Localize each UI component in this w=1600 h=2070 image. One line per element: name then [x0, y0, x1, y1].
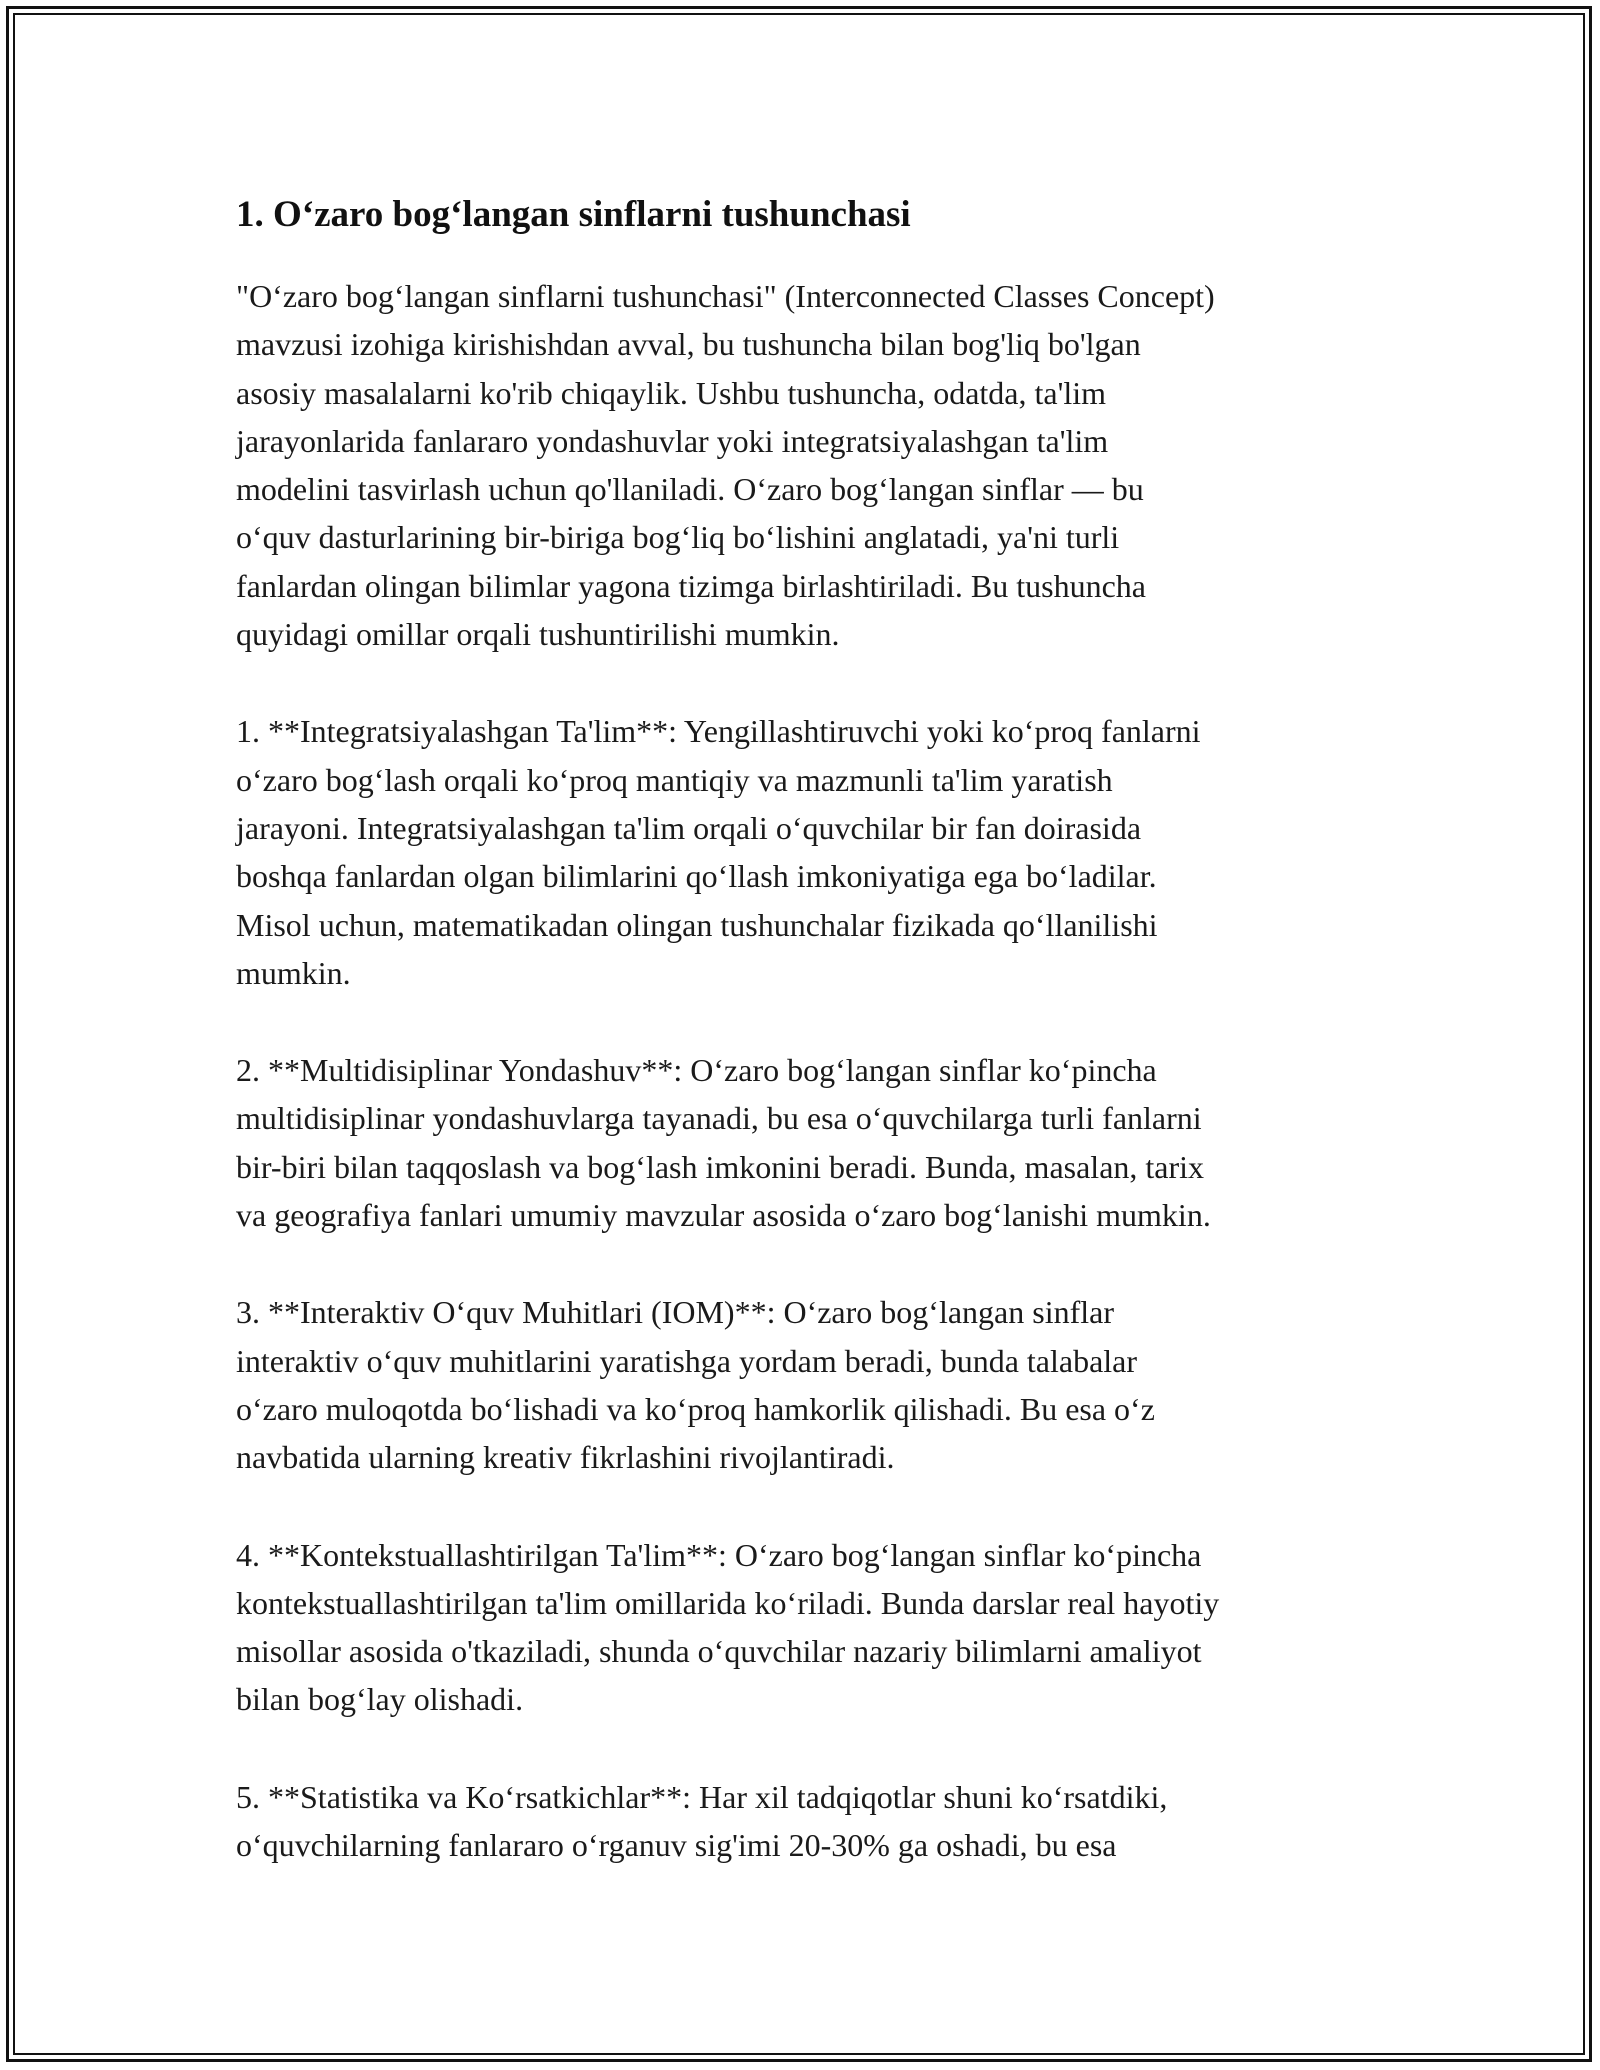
list-item-integrated-learning: 1. **Integratsiyalashgan Ta'lim**: Yengillashtiruvchi yoki ko‘proq fanlarni o‘zaro bog‘lash orqali ko‘proq mantiqiy va mazmunli ta'lim yaratish jarayoni. Integratsiyalashgan ta'lim orqali o‘quvchilar bir fan doirasida boshqa fanlardan olgan bilimlarini qo‘llash imkoniyatiga ega bo‘ladilar. Misol uchun, matematikadan olingan tushunchalar fizikada qo‘llanilishi mumkin. [236, 713, 1201, 991]
section-heading: 1. O‘zaro bog‘langan sinflarni tushunchasi [236, 194, 911, 235]
list-item-interactive-environments: 3. **Interaktiv O‘quv Muhitlari (IOM)**: O‘zaro bog‘langan sinflar interaktiv o‘quv muhitlarini yaratishga yordam beradi, bunda talabalar o‘zaro muloqotda bo‘lishadi va ko‘proq hamkorlik qilishadi. Bu esa o‘z navbatida ularning kreativ fikrlashini rivojlantiradi. [236, 1294, 1155, 1476]
document-body [236, 192, 1396, 1918]
intro-paragraph: "O‘zaro bog‘langan sinflarni tushunchasi" (Interconnected Classes Concept) mavzusi izohiga kirishishdan avval, bu tushuncha bilan bog'liq bo'lgan asosiy masalalarni ko'rib chiqaylik. Ushbu tushuncha, odatda, ta'lim jarayonlarida fanlararo yondashuvlar yoki integratsiyalashgan ta'lim modelini tasvirlash uchun qo'llaniladi. O‘zaro bog‘langan sinflar — bu o‘quv dasturlarining bir-biriga bog‘liq bo‘lishini anglatadi, ya'ni turli fanlardan olingan bilimlar yagona tizimga birlashtiriladi. Bu tushuncha quyidagi omillar orqali tushuntirilishi mumkin. [236, 278, 1215, 653]
list-item-statistics: 5. **Statistika va Ko‘rsatkichlar**: Har xil tadqiqotlar shuni ko‘rsatdiki, o‘quvchilarning fanlararo o‘rganuv sig'imi 20-30% ga oshadi, bu esa [236, 1778, 1168, 1864]
list-item-contextual-learning: 4. **Kontekstuallashtirilgan Ta'lim**: O‘zaro bog‘langan sinflar ko‘pincha kontekstuallashtirilgan ta'lim omillarida ko‘riladi. Bunda darslar real hayotiy misollar asosida o'tkaziladi, shunda o‘quvchilar nazariy bilimlarni amaliyot bilan bog‘lay olishadi. [236, 1536, 1220, 1718]
list-item-multidisciplinary: 2. **Multidisiplinar Yondashuv**: O‘zaro bog‘langan sinflar ko‘pincha multidisiplinar yondashuvlarga tayanadi, bu esa o‘quvchilarga turli fanlarni bir-biri bilan taqqoslash va bog‘lash imkonini beradi. Bunda, masalan, tarix va geografiya fanlari umumiy mavzular asosida o‘zaro bog‘lanishi mumkin. [236, 1052, 1211, 1234]
